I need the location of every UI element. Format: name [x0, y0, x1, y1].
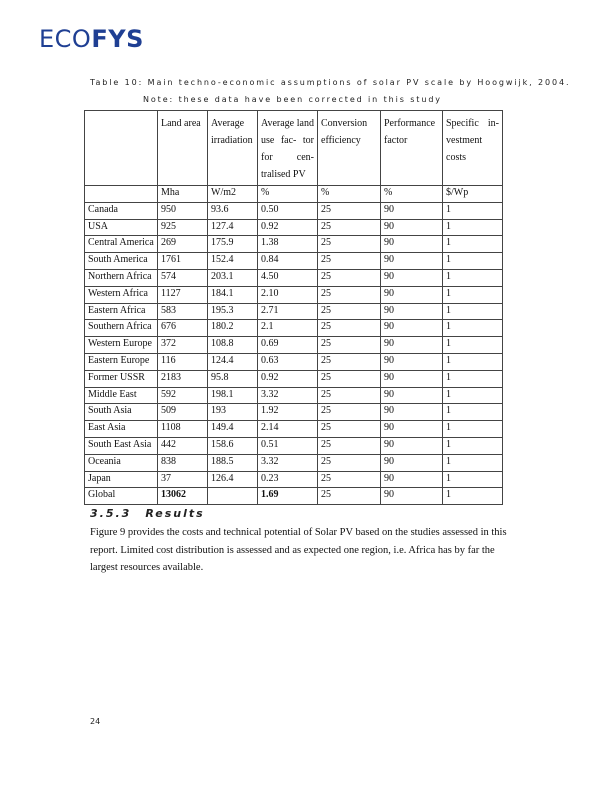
value-cell: 124.4: [208, 353, 258, 370]
value-cell: 90: [381, 236, 443, 253]
value-cell: 3.32: [258, 454, 318, 471]
header-cell: Conversion efficiency: [318, 111, 381, 186]
table-row: [85, 353, 503, 370]
region-cell: Canada: [85, 202, 158, 219]
value-cell: 25: [318, 236, 381, 253]
logo-text-fys: FYS: [91, 25, 144, 53]
value-cell: 1.69: [258, 488, 318, 505]
table-header-row: [85, 111, 503, 186]
unit-cell: %: [381, 186, 443, 203]
value-cell: 188.5: [208, 454, 258, 471]
value-cell: 195.3: [208, 303, 258, 320]
value-cell: 25: [318, 219, 381, 236]
value-cell: 2.1: [258, 320, 318, 337]
section-heading: [90, 507, 205, 520]
value-cell: 25: [318, 269, 381, 286]
header-cell: Land area: [158, 111, 208, 186]
section-number: 3.5.3: [90, 507, 132, 520]
value-cell: 25: [318, 404, 381, 421]
value-cell: 90: [381, 202, 443, 219]
unit-cell: W/m2: [208, 186, 258, 203]
value-cell: 175.9: [208, 236, 258, 253]
value-cell: 25: [318, 437, 381, 454]
value-cell: 950: [158, 202, 208, 219]
value-cell: 90: [381, 286, 443, 303]
value-cell: 1: [443, 454, 503, 471]
value-cell: 90: [381, 320, 443, 337]
value-cell: 90: [381, 404, 443, 421]
value-cell: 4.50: [258, 269, 318, 286]
table-row: [85, 404, 503, 421]
table-row: [85, 269, 503, 286]
value-cell: 2.71: [258, 303, 318, 320]
value-cell: 0.69: [258, 337, 318, 354]
value-cell: [208, 488, 258, 505]
value-cell: 126.4: [208, 471, 258, 488]
value-cell: 90: [381, 488, 443, 505]
region-cell: Oceania: [85, 454, 158, 471]
value-cell: 1: [443, 320, 503, 337]
value-cell: 676: [158, 320, 208, 337]
table-row: [85, 320, 503, 337]
table-row: [85, 236, 503, 253]
value-cell: 592: [158, 387, 208, 404]
value-cell: 90: [381, 219, 443, 236]
value-cell: 25: [318, 303, 381, 320]
value-cell: 1127: [158, 286, 208, 303]
value-cell: 0.51: [258, 437, 318, 454]
value-cell: 90: [381, 303, 443, 320]
results-paragraph: Figure 9 provides the costs and technical potential of Solar PV based on the studies assessed in this report. Limited cost distribution is assessed and as expected one region, i.e. Africa has by far the largest resources available.: [90, 527, 507, 573]
region-cell: Northern Africa: [85, 269, 158, 286]
value-cell: 2.14: [258, 421, 318, 438]
region-cell: Western Europe: [85, 337, 158, 354]
value-cell: 442: [158, 437, 208, 454]
value-cell: 193: [208, 404, 258, 421]
region-cell: East Asia: [85, 421, 158, 438]
value-cell: 25: [318, 353, 381, 370]
value-cell: 90: [381, 269, 443, 286]
table-caption: Table 10: Main techno-economic assumptions of solar PV scale by Hoogwijk, 2004.: [90, 78, 571, 87]
value-cell: 574: [158, 269, 208, 286]
value-cell: 269: [158, 236, 208, 253]
table-row: [85, 303, 503, 320]
region-cell: South Asia: [85, 404, 158, 421]
value-cell: 149.4: [208, 421, 258, 438]
value-cell: 1: [443, 488, 503, 505]
value-cell: 1: [443, 219, 503, 236]
value-cell: 3.32: [258, 387, 318, 404]
value-cell: 25: [318, 253, 381, 270]
value-cell: 127.4: [208, 219, 258, 236]
region-cell: Former USSR: [85, 370, 158, 387]
value-cell: 372: [158, 337, 208, 354]
value-cell: 184.1: [208, 286, 258, 303]
value-cell: 0.63: [258, 353, 318, 370]
unit-cell: $/Wp: [443, 186, 503, 203]
value-cell: 25: [318, 320, 381, 337]
value-cell: 1: [443, 202, 503, 219]
value-cell: 0.92: [258, 370, 318, 387]
value-cell: 90: [381, 353, 443, 370]
value-cell: 2.10: [258, 286, 318, 303]
value-cell: 90: [381, 387, 443, 404]
value-cell: 203.1: [208, 269, 258, 286]
value-cell: 0.23: [258, 471, 318, 488]
value-cell: 1.92: [258, 404, 318, 421]
unit-cell: [85, 186, 158, 203]
table-row: [85, 437, 503, 454]
table-row: [85, 471, 503, 488]
unit-cell: Mha: [158, 186, 208, 203]
value-cell: 90: [381, 370, 443, 387]
table-row: [85, 488, 503, 505]
unit-cell: %: [318, 186, 381, 203]
assumptions-table: [84, 110, 503, 505]
value-cell: 1: [443, 269, 503, 286]
value-cell: 90: [381, 253, 443, 270]
region-cell: Western Africa: [85, 286, 158, 303]
value-cell: 90: [381, 437, 443, 454]
table-caption-note: Note: these data have been corrected in this study: [143, 95, 442, 104]
table-units-row: [85, 186, 503, 203]
region-cell: Middle East: [85, 387, 158, 404]
ecofys-logo: [39, 25, 144, 53]
value-cell: 1: [443, 253, 503, 270]
value-cell: 1: [443, 404, 503, 421]
value-cell: 13062: [158, 488, 208, 505]
value-cell: 116: [158, 353, 208, 370]
value-cell: 25: [318, 387, 381, 404]
region-cell: Central America: [85, 236, 158, 253]
header-cell: Performance factor: [381, 111, 443, 186]
section-title: Results: [145, 507, 205, 520]
value-cell: 1: [443, 387, 503, 404]
value-cell: 25: [318, 337, 381, 354]
region-cell: Eastern Africa: [85, 303, 158, 320]
value-cell: 90: [381, 471, 443, 488]
value-cell: 1761: [158, 253, 208, 270]
value-cell: 25: [318, 488, 381, 505]
value-cell: 90: [381, 454, 443, 471]
value-cell: 1: [443, 370, 503, 387]
region-cell: USA: [85, 219, 158, 236]
header-cell: Specific in- vestment costs: [443, 111, 503, 186]
value-cell: 925: [158, 219, 208, 236]
value-cell: 0.84: [258, 253, 318, 270]
value-cell: 583: [158, 303, 208, 320]
value-cell: 1: [443, 421, 503, 438]
value-cell: 25: [318, 286, 381, 303]
region-cell: Global: [85, 488, 158, 505]
table-row: [85, 253, 503, 270]
table-row: [85, 219, 503, 236]
value-cell: 0.50: [258, 202, 318, 219]
value-cell: 25: [318, 471, 381, 488]
value-cell: 90: [381, 421, 443, 438]
value-cell: 838: [158, 454, 208, 471]
region-cell: Japan: [85, 471, 158, 488]
table-row: [85, 454, 503, 471]
value-cell: 1: [443, 353, 503, 370]
value-cell: 158.6: [208, 437, 258, 454]
region-cell: South America: [85, 253, 158, 270]
table-row: [85, 337, 503, 354]
value-cell: 198.1: [208, 387, 258, 404]
table-row: [85, 387, 503, 404]
unit-cell: %: [258, 186, 318, 203]
region-cell: Southern Africa: [85, 320, 158, 337]
value-cell: 1: [443, 437, 503, 454]
value-cell: 93.6: [208, 202, 258, 219]
page-number: 24: [90, 717, 101, 726]
value-cell: 90: [381, 337, 443, 354]
value-cell: 1: [443, 286, 503, 303]
value-cell: 509: [158, 404, 208, 421]
value-cell: 1: [443, 236, 503, 253]
value-cell: 25: [318, 421, 381, 438]
value-cell: 1: [443, 303, 503, 320]
table-row: [85, 421, 503, 438]
region-cell: South East Asia: [85, 437, 158, 454]
value-cell: 2183: [158, 370, 208, 387]
value-cell: 95.8: [208, 370, 258, 387]
header-cell: Average irradiation: [208, 111, 258, 186]
value-cell: 25: [318, 202, 381, 219]
value-cell: 37: [158, 471, 208, 488]
value-cell: 25: [318, 370, 381, 387]
value-cell: 152.4: [208, 253, 258, 270]
value-cell: 1108: [158, 421, 208, 438]
table-row: [85, 202, 503, 219]
value-cell: 108.8: [208, 337, 258, 354]
value-cell: 1.38: [258, 236, 318, 253]
value-cell: 25: [318, 454, 381, 471]
value-cell: 0.92: [258, 219, 318, 236]
logo-text-eco: ECO: [39, 25, 92, 53]
value-cell: 1: [443, 337, 503, 354]
value-cell: 180.2: [208, 320, 258, 337]
table-row: [85, 286, 503, 303]
value-cell: 1: [443, 471, 503, 488]
region-cell: Eastern Europe: [85, 353, 158, 370]
header-cell: Average land use fac- tor for cen- tralised PV: [258, 111, 318, 186]
header-cell: [85, 111, 158, 186]
table-row: [85, 370, 503, 387]
